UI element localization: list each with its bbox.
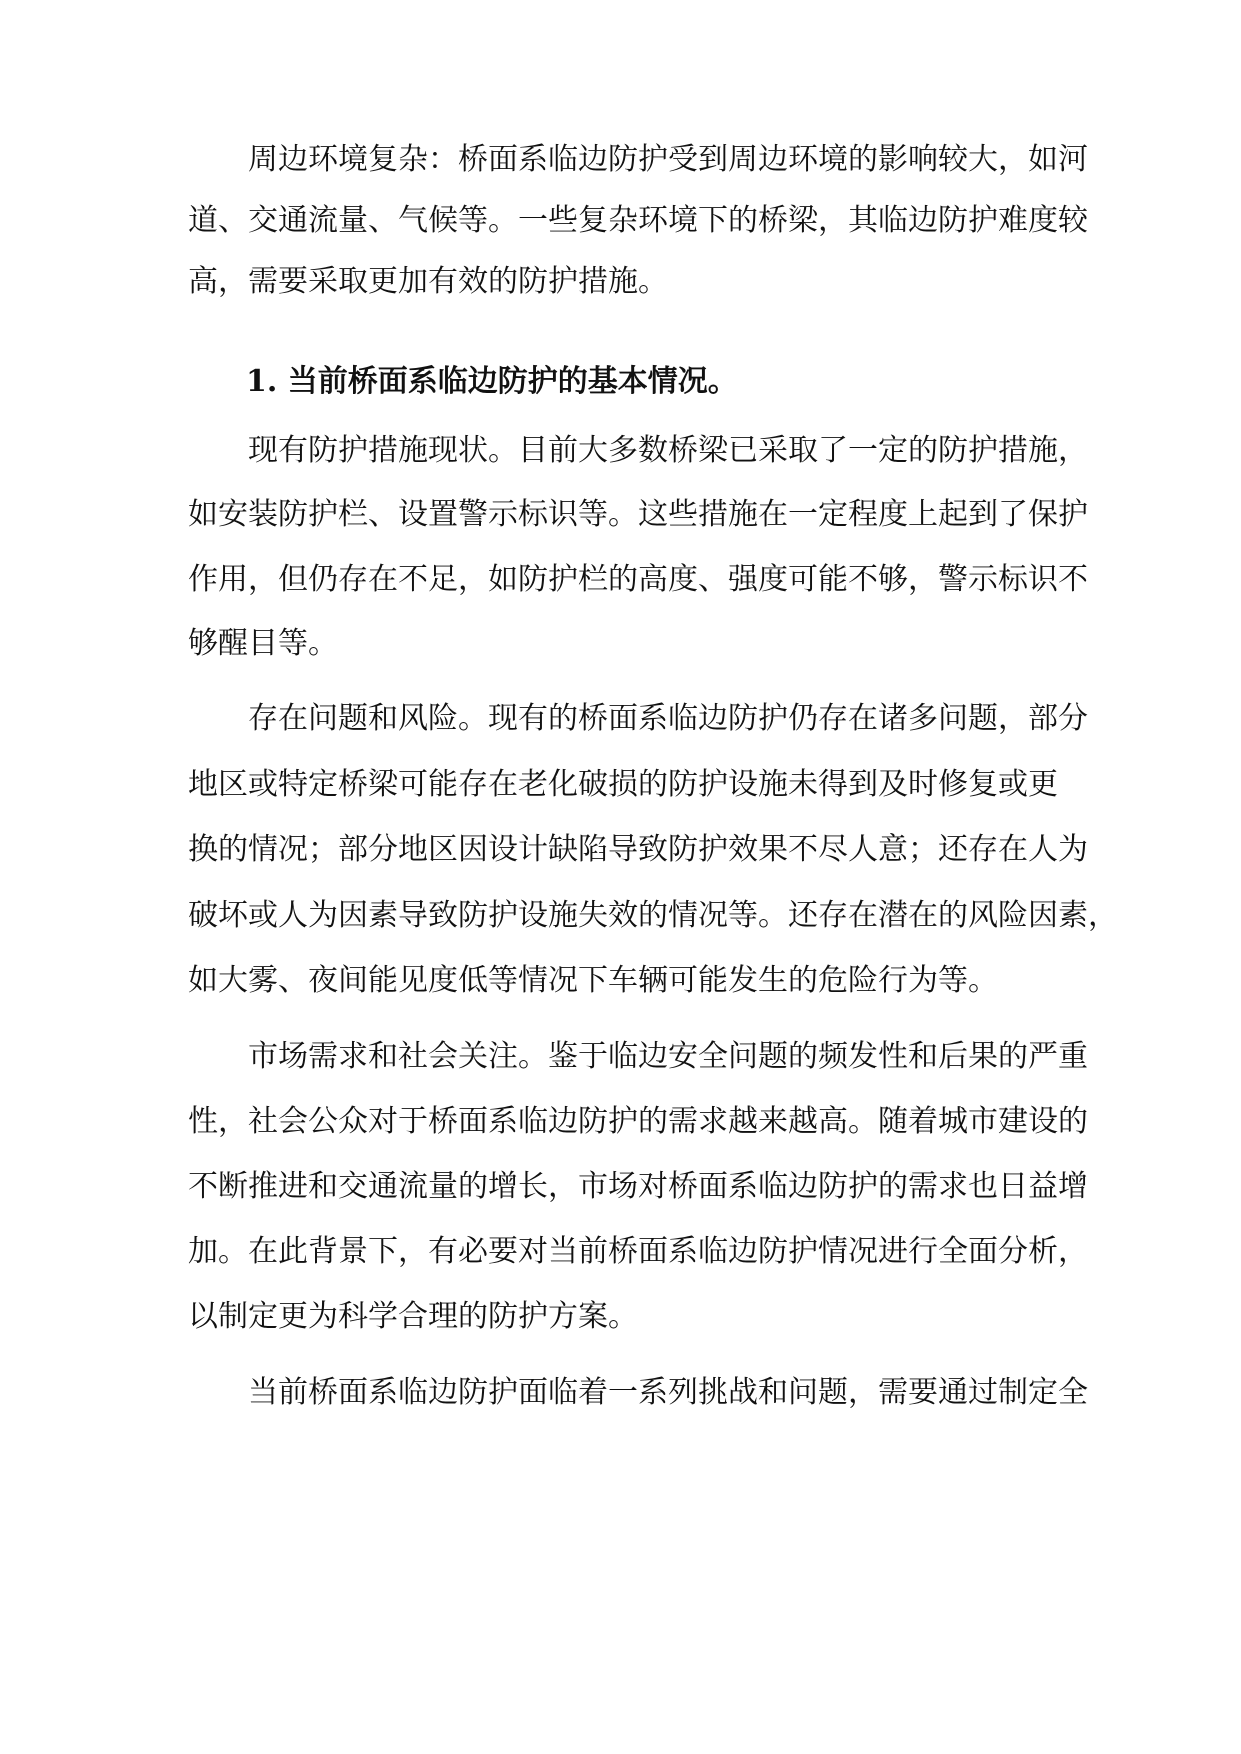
paragraph-1-line-3: 高，需要采取更加有效的防护措施。 — [188, 264, 668, 299]
paragraph-2-line-4: 够醒目等。 — [188, 626, 338, 661]
paragraph-3-line-3: 换的情况；部分地区因设计缺陷导致防护效果不尽人意；还存在人为 — [188, 832, 1088, 867]
paragraph-4-line-1: 市场需求和社会关注。鉴于临边安全问题的频发性和后果的严重 — [248, 1039, 1088, 1074]
paragraph-4-line-4: 加。在此背景下，有必要对当前桥面系临边防护情况进行全面分析， — [188, 1234, 1088, 1269]
paragraph-2-line-1: 现有防护措施现状。目前大多数桥梁已采取了一定的防护措施， — [248, 433, 1088, 468]
paragraph-2-line-2: 如安装防护栏、设置警示标识等。这些措施在一定程度上起到了保护 — [188, 497, 1088, 532]
section-heading: 1. 当前桥面系临边防护的基本情况。 — [246, 364, 738, 399]
paragraph-4-line-2: 性，社会公众对于桥面系临边防护的需求越来越高。随着城市建设的 — [188, 1104, 1088, 1139]
paragraph-3-line-1: 存在问题和风险。现有的桥面系临边防护仍存在诸多问题，部分 — [248, 701, 1088, 736]
paragraph-4-line-5: 以制定更为科学合理的防护方案。 — [188, 1299, 638, 1334]
paragraph-3-line-5: 如大雾、夜间能见度低等情况下车辆可能发生的危险行为等。 — [188, 963, 998, 998]
paragraph-3-line-4: 破坏或人为因素导致防护设施失效的情况等。还存在潜在的风险因素， — [188, 898, 1118, 933]
paragraph-1-line-1: 周边环境复杂：桥面系临边防护受到周边环境的影响较大，如河 — [248, 142, 1088, 177]
paragraph-1-line-2: 道、交通流量、气候等。一些复杂环境下的桥梁，其临边防护难度较 — [188, 203, 1088, 238]
paragraph-5-line-1: 当前桥面系临边防护面临着一系列挑战和问题，需要通过制定全 — [248, 1375, 1088, 1410]
paragraph-3-line-2: 地区或特定桥梁可能存在老化破损的防护设施未得到及时修复或更 — [188, 767, 1058, 802]
paragraph-4-line-3: 不断推进和交通流量的增长，市场对桥面系临边防护的需求也日益增 — [188, 1169, 1088, 1204]
paragraph-2-line-3: 作用，但仍存在不足，如防护栏的高度、强度可能不够，警示标识不 — [188, 562, 1088, 597]
